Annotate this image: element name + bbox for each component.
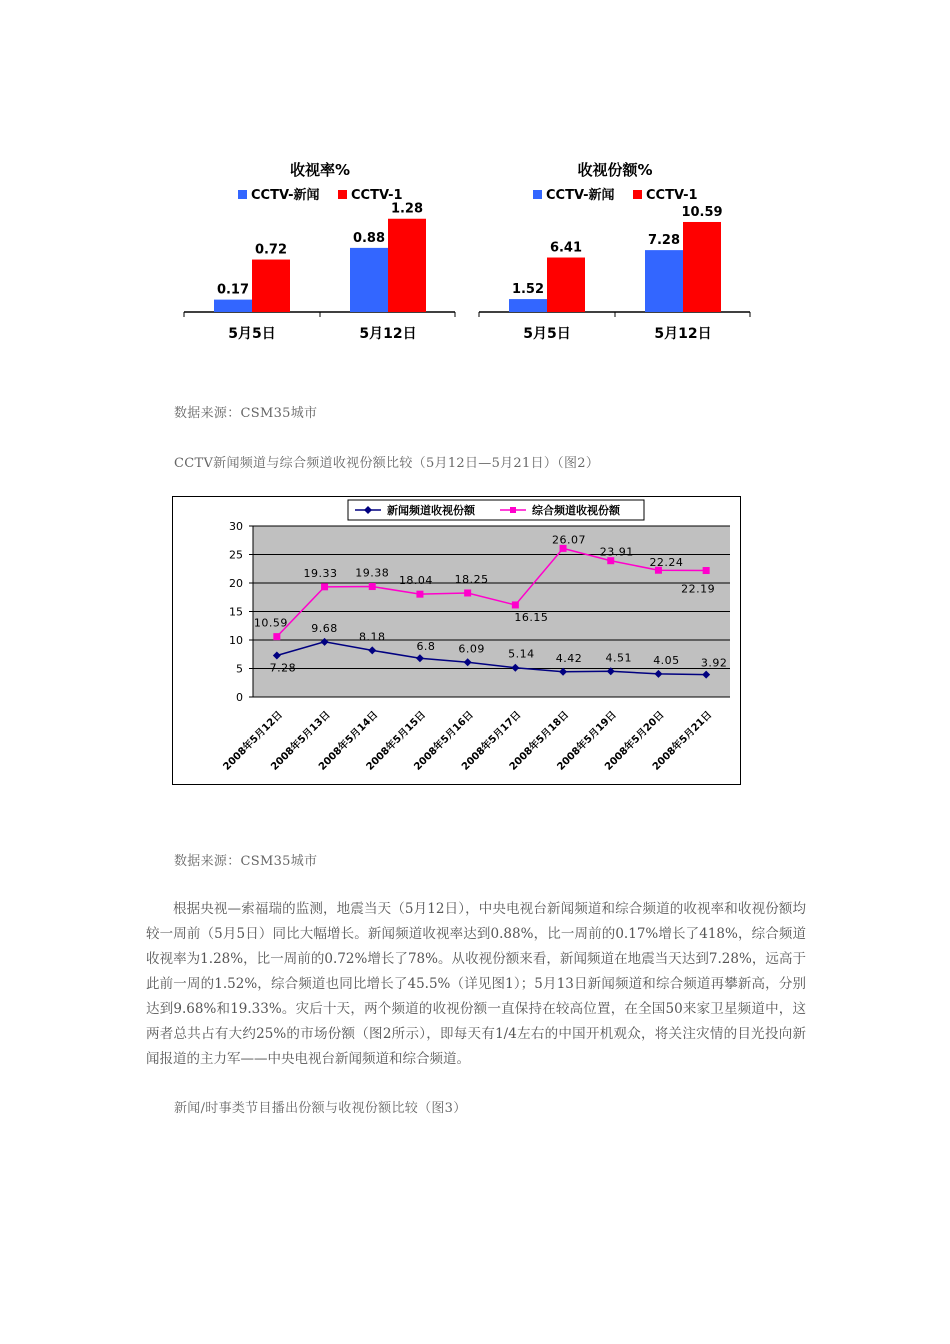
y-tick-label: 25 (229, 548, 243, 562)
data-label: 8.18 (359, 630, 386, 644)
data-label: 6.09 (458, 642, 485, 656)
bar-cctv1 (388, 219, 426, 312)
data-label: 4.51 (605, 651, 632, 665)
bar-news (509, 299, 547, 312)
data-label: 6.8 (416, 640, 436, 654)
data-label: 26.07 (552, 533, 587, 547)
data-point-general (512, 601, 519, 608)
legend-label: CCTV-新闻 (546, 188, 615, 203)
data-label: 19.38 (355, 566, 390, 580)
bar-news (350, 248, 388, 312)
x-tick-label: 2008年5月20日 (603, 709, 667, 773)
data-label: 16.15 (514, 610, 549, 624)
data-point-general (416, 591, 423, 598)
x-tick-label: 2008年5月13日 (269, 709, 333, 773)
data-label: 7.28 (269, 661, 297, 675)
y-tick-label: 10 (229, 634, 243, 647)
bar-news (214, 300, 252, 312)
legend-label: CCTV-1 (646, 188, 698, 203)
data-label: 22.24 (649, 556, 684, 570)
legend-label: CCTV-1 (351, 188, 403, 203)
figure-3-caption: 新闻/时事类节目播出份额与收视份额比较（图3） (174, 1101, 467, 1116)
bar-news (645, 250, 683, 312)
bar-value-label: 6.41 (549, 240, 583, 256)
y-tick-label: 5 (236, 662, 243, 676)
bar-cctv1 (547, 258, 585, 312)
x-tick-label: 2008年5月15日 (364, 709, 429, 773)
bar-cctv1 (683, 222, 721, 312)
bar-value-label: 1.28 (390, 201, 424, 217)
bar-value-label: 0.17 (216, 282, 250, 298)
category-label: 5月5日 (523, 326, 571, 342)
figure-2-line-chart (172, 496, 742, 786)
data-point-general (464, 589, 471, 596)
data-point-general (273, 633, 280, 640)
bar-value-label: 0.72 (254, 242, 288, 258)
source-note-2: 数据来源：CSM35城市 (174, 854, 318, 869)
chart-title: 收视份额% (577, 161, 653, 179)
data-point-general (703, 567, 710, 574)
bar-value-label: 10.59 (681, 204, 723, 220)
legend-swatch (338, 190, 347, 199)
data-label: 3.92 (700, 656, 728, 670)
legend-label: CCTV-新闻 (251, 188, 320, 203)
x-tick-label: 2008年5月14日 (316, 709, 381, 773)
body-paragraph: 根据央视—索福瑞的监测，地震当天（5月12日），中央电视台新闻频道和综合频道的收视率和收视份额均较一周前（5月5日）同比大幅增长。新闻频道收视率达到0.88%，比一周前的0.17%增长了418%，综合频道收视率为1.28%，比一周前的0.72%增长了78%。从收视份额来看，新闻频道在地震当天达到7.28%，远高于此前一周的1.52%，综合频道也同比增长了45.5%（详见图1）；5月13日新闻频道和综合频道再攀新高，分别达到9.68%和19.33%。灾后十天，两个频道的收视份额一直保持在较高位置，在全国50来家卫星频道中，这两者总共占有大约25%的市场份额（图2所示），即每天有1/4左右的中国开机观众，将关注灾情的目光投向新闻报道的主力军——中央电视台新闻频道和综合频道。 (146, 901, 806, 1067)
figure-1-bar-charts (170, 150, 770, 350)
bar-value-label: 0.88 (352, 230, 386, 246)
x-tick-label: 2008年5月16日 (412, 709, 476, 773)
data-point-general (369, 583, 376, 590)
y-tick-label: 0 (236, 691, 243, 704)
source-note-1: 数据来源：CSM35城市 (174, 406, 318, 421)
data-label: 5.14 (508, 647, 535, 661)
figure-2-caption: CCTV新闻频道与综合频道收视份额比较（5月12日—5月21日）（图2） (174, 456, 600, 471)
y-tick-label: 30 (229, 520, 243, 533)
data-label: 18.25 (454, 572, 489, 586)
y-tick-label: 20 (229, 577, 243, 590)
category-label: 5月12日 (654, 326, 712, 342)
data-point-general (321, 583, 328, 590)
legend-marker (510, 507, 516, 513)
legend-swatch (238, 190, 247, 199)
legend-swatch (533, 190, 542, 199)
legend-label: 新闻频道收视份额 (387, 504, 475, 517)
legend-label: 综合频道收视份额 (532, 504, 620, 517)
data-label: 19.33 (303, 566, 338, 580)
bar-cctv1 (252, 260, 290, 312)
x-tick-label: 2008年5月18日 (507, 709, 572, 773)
y-tick-label: 15 (229, 605, 243, 619)
x-tick-label: 2008年5月21日 (650, 709, 715, 773)
data-label: 18.04 (398, 574, 433, 588)
bar-value-label: 1.52 (511, 282, 545, 298)
x-tick-label: 2008年5月19日 (555, 709, 619, 773)
bar-value-label: 7.28 (647, 233, 681, 249)
data-label: 10.59 (253, 616, 288, 630)
data-label: 4.05 (653, 653, 680, 667)
legend-swatch (633, 190, 642, 199)
category-label: 5月5日 (228, 326, 276, 342)
category-label: 5月12日 (359, 326, 417, 342)
x-tick-label: 2008年5月12日 (221, 709, 285, 773)
data-label: 23.91 (599, 545, 634, 559)
chart-title: 收视率% (289, 161, 351, 179)
data-label: 22.19 (681, 582, 716, 596)
data-label: 9.68 (311, 621, 338, 635)
data-label: 4.42 (555, 651, 583, 665)
x-tick-label: 2008年5月17日 (460, 709, 524, 773)
